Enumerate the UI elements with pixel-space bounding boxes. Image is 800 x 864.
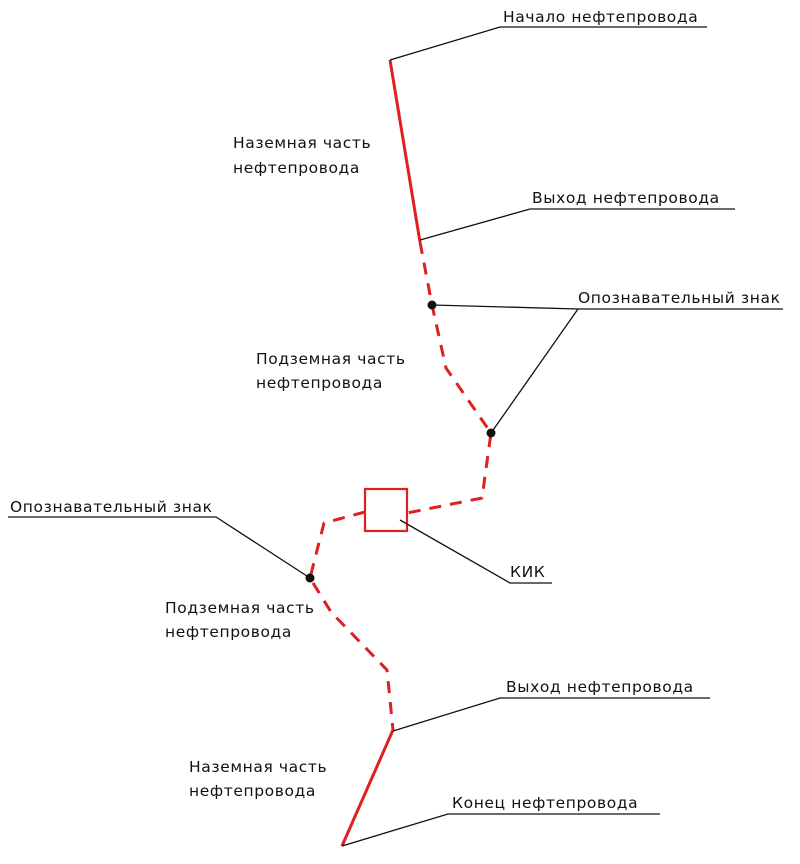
- label-above-ground-top-line1: Наземная часть: [233, 134, 372, 152]
- label-kik: КИК: [510, 563, 546, 581]
- leader-end: [342, 814, 660, 846]
- label-underground-top-line2: нефтепровода: [256, 374, 383, 392]
- leader-marker-sign-right-branch: [491, 309, 578, 433]
- label-underground-bottom-line2: нефтепровода: [165, 623, 292, 641]
- label-above-ground-bottom-line1: Наземная часть: [189, 758, 328, 776]
- label-end: Конец нефтепровода: [452, 794, 639, 812]
- pipeline-above-ground-top: [390, 60, 420, 242]
- label-marker-sign-left: Опознавательный знак: [10, 498, 213, 516]
- leader-marker-sign-left: [8, 517, 310, 578]
- pipeline-underground-bottom: [310, 512, 393, 730]
- leader-start: [390, 27, 707, 60]
- label-start: Начало нефтепровода: [503, 8, 699, 26]
- leader-exit-top: [420, 209, 735, 240]
- leader-exit-bottom: [393, 698, 710, 731]
- kik-box: [365, 489, 407, 531]
- label-marker-sign-right: Опознавательный знак: [578, 289, 781, 307]
- label-exit-top: Выход нефтепровода: [532, 189, 720, 207]
- label-underground-bottom-line1: Подземная часть: [165, 599, 315, 617]
- label-above-ground-top-line2: нефтепровода: [233, 159, 360, 177]
- pipeline-above-ground-bottom: [342, 730, 393, 846]
- label-underground-top-line1: Подземная часть: [256, 350, 406, 368]
- pipeline-underground-top: [407, 242, 491, 513]
- label-exit-bottom: Выход нефтепровода: [506, 678, 694, 696]
- label-above-ground-bottom-line2: нефтепровода: [189, 782, 316, 800]
